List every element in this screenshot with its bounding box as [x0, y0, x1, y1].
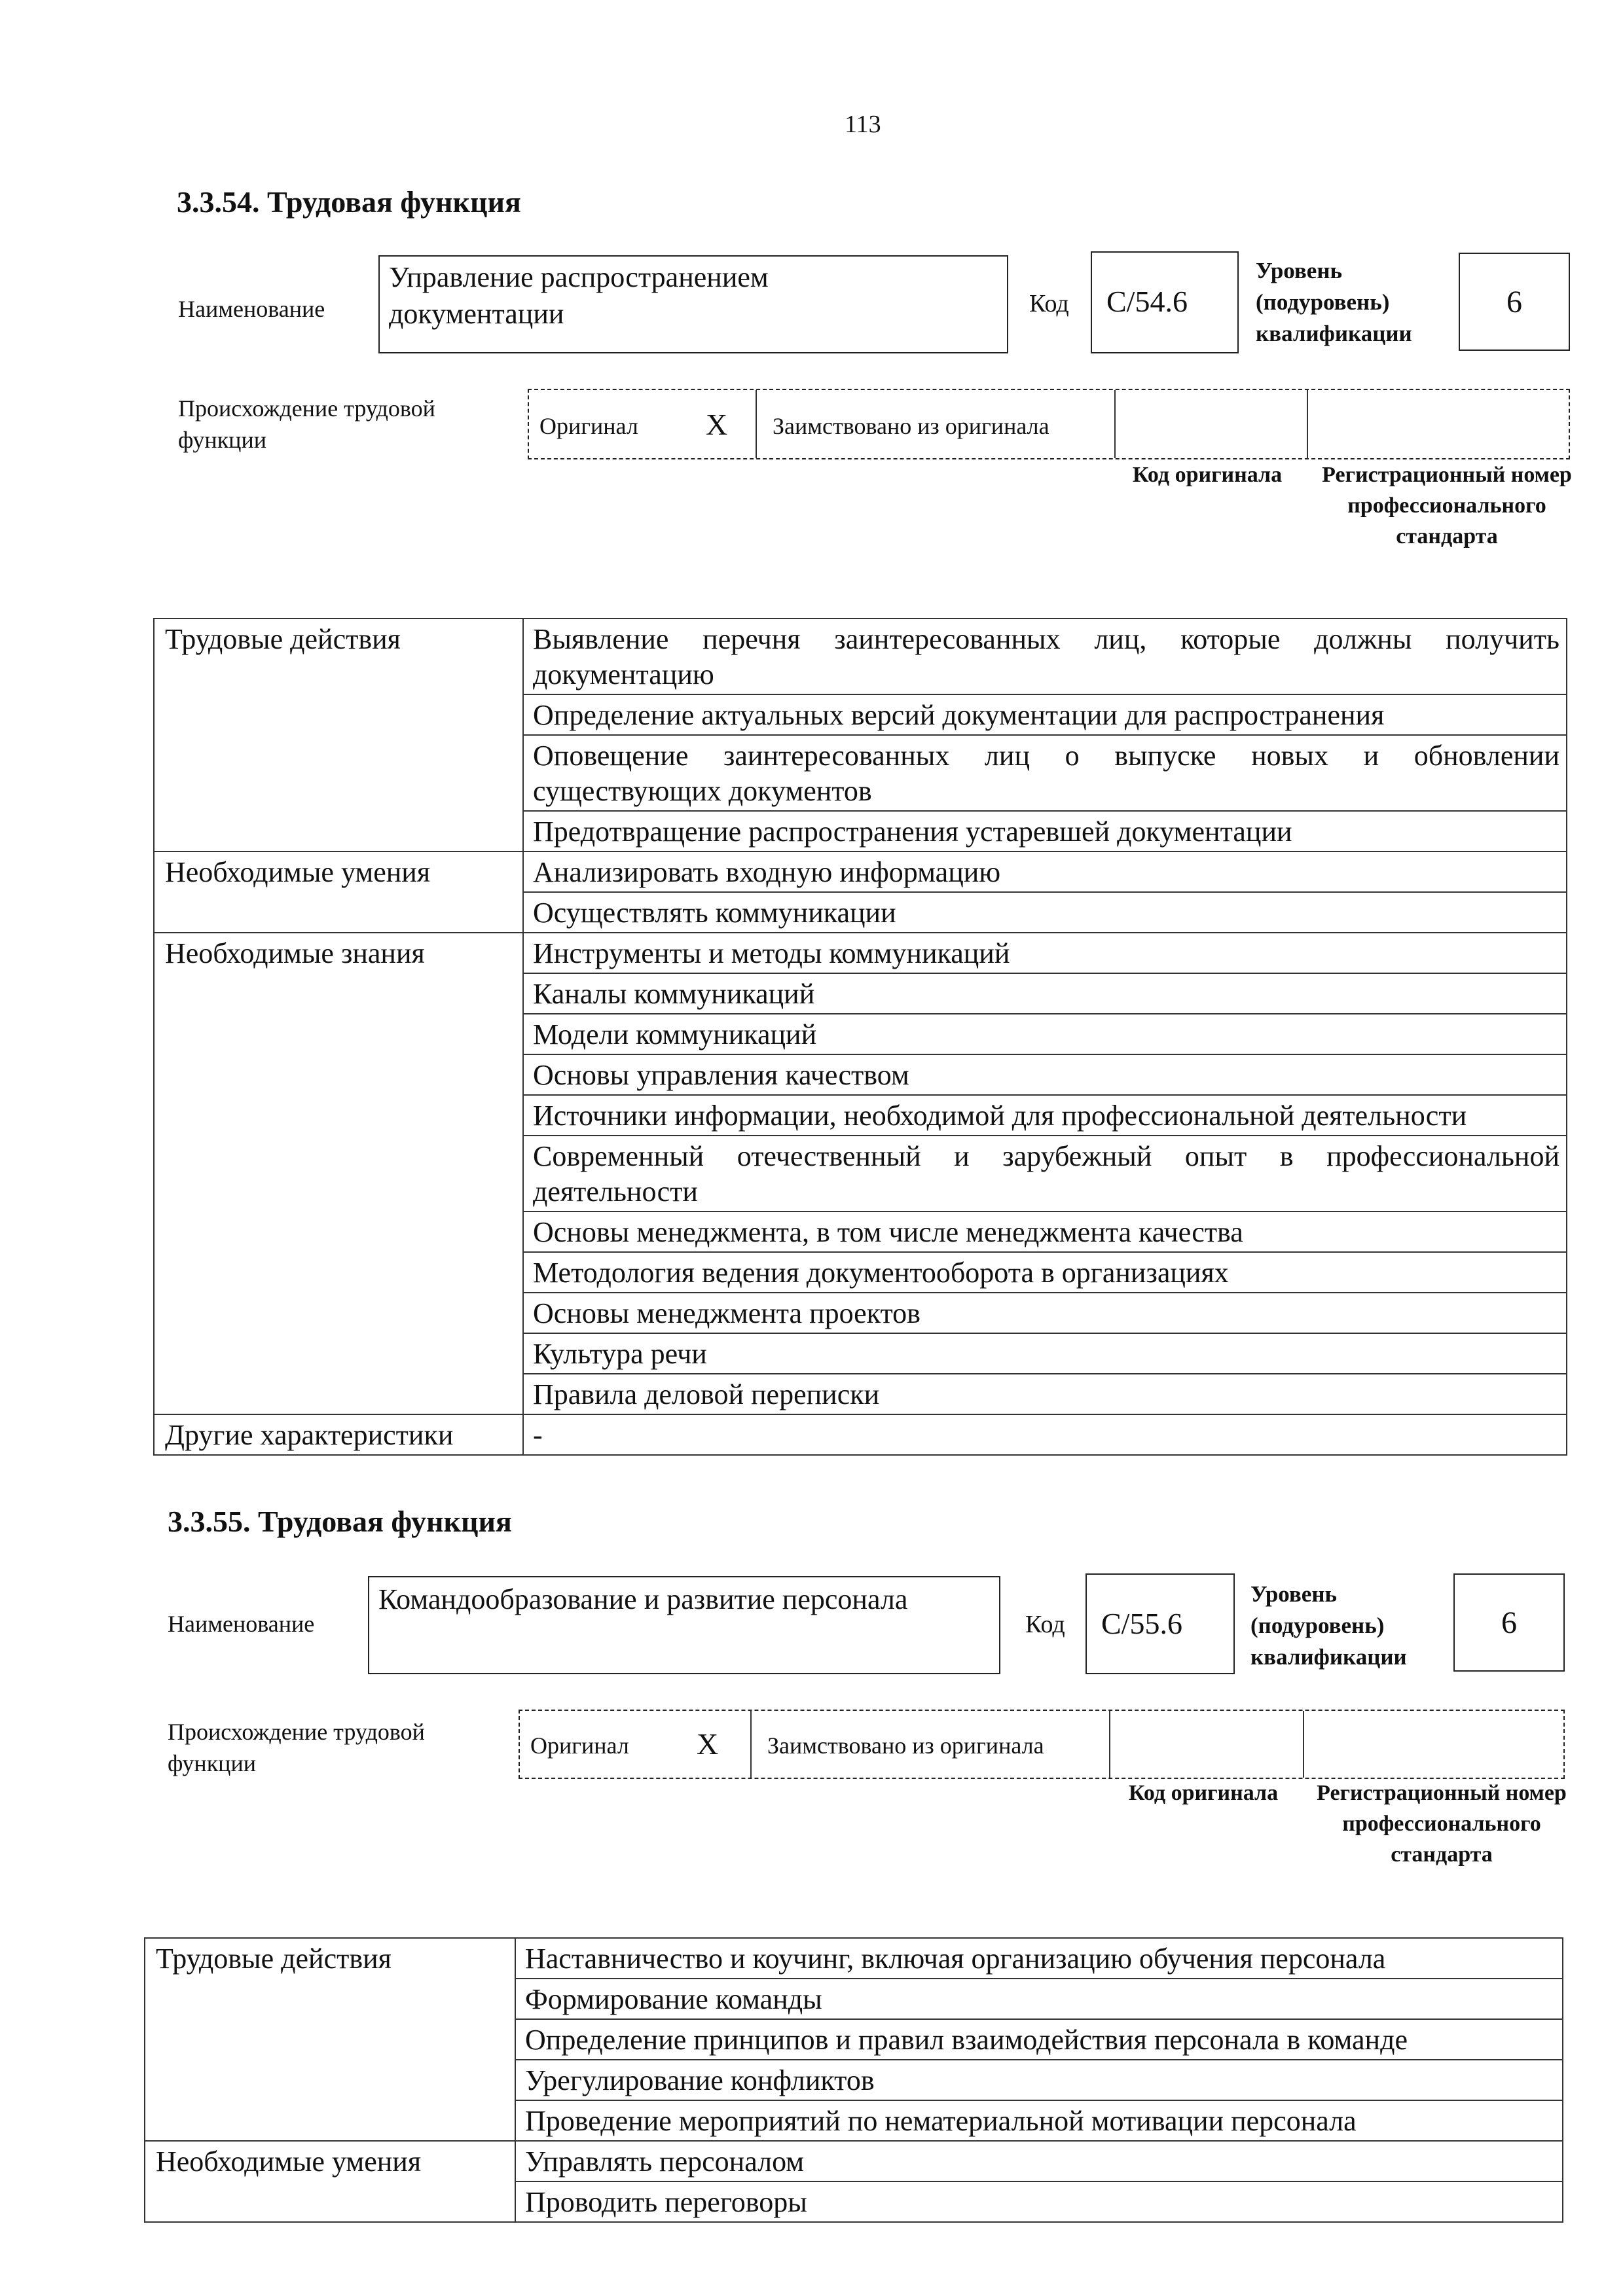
borrowed-label: Заимствовано из оригинала [773, 413, 1049, 439]
divider [1307, 390, 1308, 458]
code-value: C/55.6 [1101, 1607, 1182, 1640]
labor-actions-label: Трудовые действия [154, 619, 523, 852]
labor-action: Предотвращение распространения устаревшей документации [523, 811, 1567, 852]
divider [750, 1711, 752, 1778]
knowledge-item: Культура речи [523, 1333, 1567, 1374]
knowledge-label: Необходимые знания [154, 933, 523, 1414]
name-label: Наименование [178, 296, 325, 322]
reg-number-caption: Регистрационный номер профессионального стандарта [1317, 1781, 1567, 1867]
knowledge-item: Модели коммуникаций [523, 1014, 1567, 1054]
level-value: 6 [1506, 285, 1522, 319]
labor-action: Оповещение заинтересованных лиц о выпуске новых и обновлении существующих документов [523, 735, 1567, 811]
orig-code-caption: Код оригинала [1132, 463, 1283, 487]
origin-row [528, 389, 1570, 459]
skill: Проводить переговоры [515, 2181, 1563, 2222]
labor-action: Урегулирование конфликтов [515, 2060, 1563, 2100]
skill: Осуществлять коммуникации [523, 892, 1567, 933]
knowledge-item: Источники информации, необходимой для профессиональной деятельности [523, 1095, 1567, 1136]
knowledge-item: Основы менеджмента проектов [523, 1293, 1567, 1333]
code-label: Код [1025, 1611, 1065, 1638]
original-label: Оригинал [530, 1732, 629, 1759]
labor-action: Формирование команды [515, 1979, 1563, 2019]
function-table [144, 1937, 1563, 2223]
divider [1303, 1711, 1304, 1778]
level-label: Уровень (подуровень) квалификации [1250, 1581, 1407, 1670]
origin-label: Происхождение трудовой функции [168, 1719, 425, 1776]
divider [1109, 1711, 1110, 1778]
skills-label: Необходимые умения [145, 2141, 515, 2222]
level-label: Уровень (подуровень) квалификации [1256, 258, 1412, 346]
level-value-box [1453, 1573, 1565, 1672]
code-value: C/54.6 [1106, 285, 1188, 318]
labor-action: Определение принципов и правил взаимодействия персонала в команде [515, 2019, 1563, 2060]
labor-action: Выявление перечня заинтересованных лиц, которые должны получить документацию [523, 619, 1567, 694]
name-value: Управление распространением документации [389, 261, 769, 330]
code-label: Код [1029, 290, 1069, 317]
code-value-box [1091, 251, 1239, 353]
borrowed-label: Заимствовано из оригинала [767, 1732, 1044, 1759]
code-value-box [1085, 1573, 1235, 1674]
labor-action: Проведение мероприятий по нематериальной мотивации персонала [515, 2100, 1563, 2141]
original-mark: X [706, 408, 728, 441]
skill: Управлять персоналом [515, 2141, 1563, 2181]
level-value: 6 [1501, 1605, 1517, 1640]
skill: Анализировать входную информацию [523, 852, 1567, 892]
divider [1114, 390, 1116, 458]
knowledge-item: Основы менеджмента, в том числе менеджмента качества [523, 1211, 1567, 1252]
other-label: Другие характеристики [154, 1414, 523, 1455]
labor-action: Определение актуальных версий документации для распространения [523, 694, 1567, 735]
origin-label: Происхождение трудовой функции [178, 395, 435, 453]
page-number: 113 [845, 111, 881, 138]
other-value: - [523, 1414, 1567, 1455]
divider [756, 390, 757, 458]
labor-action: Наставничество и коучинг, включая организацию обучения персонала [515, 1938, 1563, 1979]
knowledge-item: Правила деловой переписки [523, 1374, 1567, 1414]
name-value-box [378, 255, 1008, 353]
labor-actions-label: Трудовые действия [145, 1938, 515, 2141]
knowledge-item: Основы управления качеством [523, 1054, 1567, 1095]
name-label: Наименование [168, 1611, 315, 1637]
original-mark: X [697, 1727, 719, 1761]
knowledge-item: Каналы коммуникаций [523, 973, 1567, 1014]
reg-number-caption: Регистрационный номер профессионального стандарта [1322, 463, 1572, 548]
name-value: Командообразование и развитие персонала [378, 1583, 908, 1615]
level-value-box [1459, 253, 1570, 351]
function-table [153, 618, 1567, 1456]
section-heading: 3.3.55. Трудовая функция [168, 1505, 512, 1538]
orig-code-caption: Код оригинала [1128, 1781, 1279, 1805]
knowledge-item: Инструменты и методы коммуникаций [523, 933, 1567, 973]
skills-label: Необходимые умения [154, 852, 523, 933]
name-value-box [368, 1576, 1000, 1674]
origin-row [519, 1710, 1565, 1779]
original-label: Оригинал [539, 413, 638, 439]
section-heading: 3.3.54. Трудовая функция [177, 185, 521, 219]
knowledge-item: Современный отечественный и зарубежный опыт в профессиональной деятельности [523, 1136, 1567, 1211]
knowledge-item: Методология ведения документооборота в организациях [523, 1252, 1567, 1293]
